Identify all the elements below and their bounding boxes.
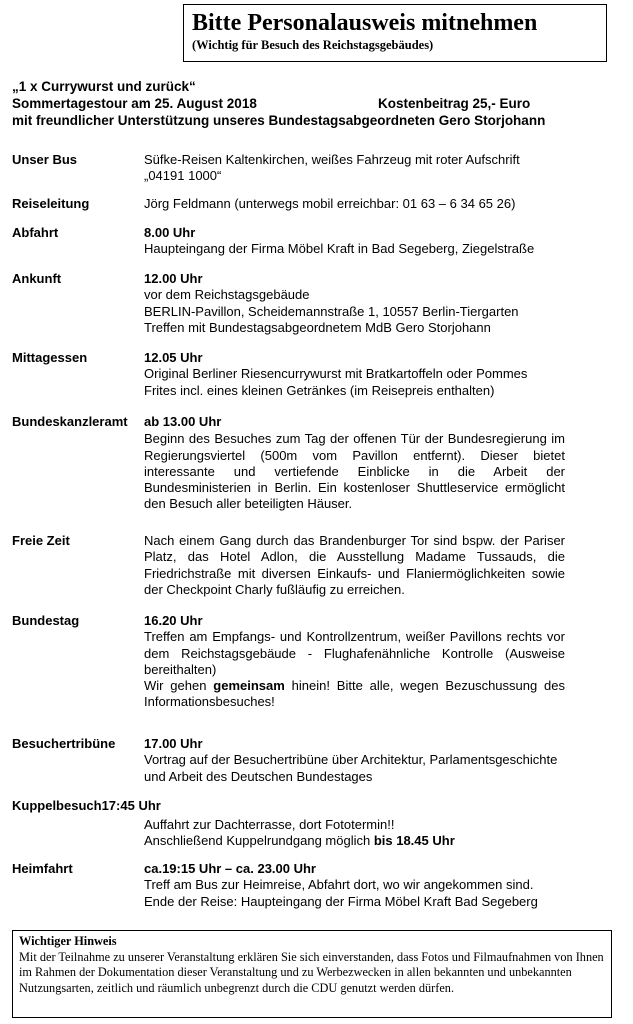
tour-cost: Kostenbeitrag 25,- Euro xyxy=(378,96,531,111)
row-label: Unser Bus xyxy=(12,152,78,167)
row-label: Bundestag xyxy=(12,613,80,628)
row-label: Abfahrt xyxy=(12,225,59,240)
notice-title: Wichtiger Hinweis xyxy=(19,934,117,948)
dome-line-2 xyxy=(144,833,565,849)
notice-text: Mit der Teilnahme zu unserer Veranstaltung erklären Sie sich einverstanden, dass Fotos und Filmaufnahmen von Ihnen im Rahmen der Dokumentation dieser Veranstaltung und zu Werbezwecken in allen bekannten und unbekannten Nutzungsarten, zeitlich und räumlich unbegrenzt durch die CDU genutzt werden dürfen. xyxy=(19,949,604,995)
together-prefix: Wir gehen xyxy=(144,678,214,694)
lunch-line-2: Frites incl. eines kleinen Getränkes (im Reisepreis enthalten) xyxy=(144,382,495,398)
arrival-line-2: BERLIN-Pavillon, Scheidemannstraße 1, 10557 Berlin-Tiergarten xyxy=(144,303,519,319)
page-title: Bitte Personalausweis mitnehmen xyxy=(192,10,538,36)
return-time: ca.19:15 Uhr – ca. 23.00 Uhr xyxy=(144,861,316,876)
return-line-2: Ende der Reise: Haupteingang der Firma Möbel Kraft Bad Segeberg xyxy=(144,893,538,909)
departure-place: Haupteingang der Firma Möbel Kraft in Bad Segeberg, Ziegelstraße xyxy=(144,241,535,257)
bundestag-text: Treffen am Empfangs- und Kontrollzentrum, weißer Pavillons rechts vor dem Reichstagsgebäude - Flughafenähnliche Kontrolle (Ausweise bereithalten) xyxy=(144,629,565,677)
chancellery-time: ab 13.00 Uhr xyxy=(144,414,222,429)
gallery-text: Vortrag auf der Besuchertribüne über Architektur, Parlamentsgeschichte und Arbeit des Deutschen Bundestages xyxy=(144,752,558,784)
row-content xyxy=(144,225,565,258)
together-suffix: hinein! Bitte alle, wegen Bezuschussung des Informationsbesuches! xyxy=(144,678,565,710)
row-label: Reiseleitung xyxy=(12,196,90,211)
tour-intro xyxy=(12,78,612,129)
dome-time: 17:45 Uhr xyxy=(101,798,161,813)
page-subtitle: (Wichtig für Besuch des Reichstagsgebäudes) xyxy=(192,38,434,52)
lunch-time: 12.05 Uhr xyxy=(144,350,203,365)
row-content xyxy=(144,613,565,711)
guide-text: Jörg Feldmann (unterwegs mobil erreichbar: 01 63 – 6 34 65 26) xyxy=(144,196,516,211)
bundestag-together xyxy=(144,678,565,711)
tour-name: „1 x Currywurst und zurück“ xyxy=(12,79,196,94)
dome-label: Kuppelbesuch xyxy=(12,798,102,813)
arrival-line-1: vor dem Reichstagsgebäude xyxy=(144,287,310,303)
arrival-time: 12.00 Uhr xyxy=(144,271,203,286)
important-notice xyxy=(12,930,612,1018)
row-content xyxy=(144,736,565,785)
row-label: Besuchertribüne xyxy=(12,736,116,751)
bundestag-time: 16.20 Uhr xyxy=(144,613,203,628)
gallery-time: 17.00 Uhr xyxy=(144,736,203,751)
tour-date: Sommertagestour am 25. August 2018 xyxy=(12,96,257,111)
row-content xyxy=(144,271,565,336)
tour-date-line xyxy=(12,95,612,112)
header-box xyxy=(183,4,607,62)
tour-sponsor: mit freundlicher Unterstützung unseres Bundestagsabgeordneten Gero Storjohann xyxy=(12,113,546,128)
free-time-text: Nach einem Gang durch das Brandenburger Tor sind bspw. der Pariser Platz, das Hotel Adlon, die Ausstellung Madame Tussauds, die Friedrichstraße mit diversen Einkaufs- und Flaniermöglichkeiten sowie der Checkpoint Charly fußläufig zu erreichen. xyxy=(144,533,565,597)
chancellery-text: Beginn des Besuches zum Tag der offenen Tür der Bundesregierung im Regierungsviertel (500m vom Pavillon entfernt). Dieser bietet interessante und vertiefende Einblicke in die Arbeit der Bundesministerien in Berlin. Ein kostenloser Shuttleservice ermöglicht den Besuch aller beteiligten Häuser. xyxy=(144,431,565,512)
row-content xyxy=(144,350,565,399)
row-content xyxy=(144,152,565,185)
row-label: Freie Zeit xyxy=(12,533,70,548)
lunch-line-1: Original Berliner Riesencurrywurst mit Bratkartoffeln oder Pommes xyxy=(144,366,528,382)
row-label: Heimfahrt xyxy=(12,861,73,876)
together-bold: gemeinsam xyxy=(213,678,285,694)
dome-line-1: Auffahrt zur Dachterrasse, dort Fototermin!! xyxy=(144,817,395,832)
arrival-line-3: Treffen mit Bundestagsabgeordnetem MdB Gero Storjohann xyxy=(144,319,491,335)
dome-line-2-bold: bis 18.45 Uhr xyxy=(373,833,455,849)
dome-line-2-prefix: Anschließend Kuppelrundgang möglich xyxy=(144,833,374,849)
bus-description: Süfke-Reisen Kaltenkirchen, weißes Fahrzeug mit roter Aufschrift xyxy=(144,152,520,167)
bus-lettering: „04191 1000“ xyxy=(144,168,222,184)
row-content xyxy=(144,414,565,513)
return-line-1: Treff am Bus zur Heimreise, Abfahrt dort, wo wir angekommen sind. xyxy=(144,877,534,893)
row-label: Mittagessen xyxy=(12,350,88,365)
row-content xyxy=(144,817,565,850)
row-label: Bundeskanzleramt xyxy=(12,414,128,429)
departure-time: 8.00 Uhr xyxy=(144,225,196,240)
row-label xyxy=(12,798,161,814)
row-label: Ankunft xyxy=(12,271,62,286)
row-content xyxy=(144,861,565,910)
